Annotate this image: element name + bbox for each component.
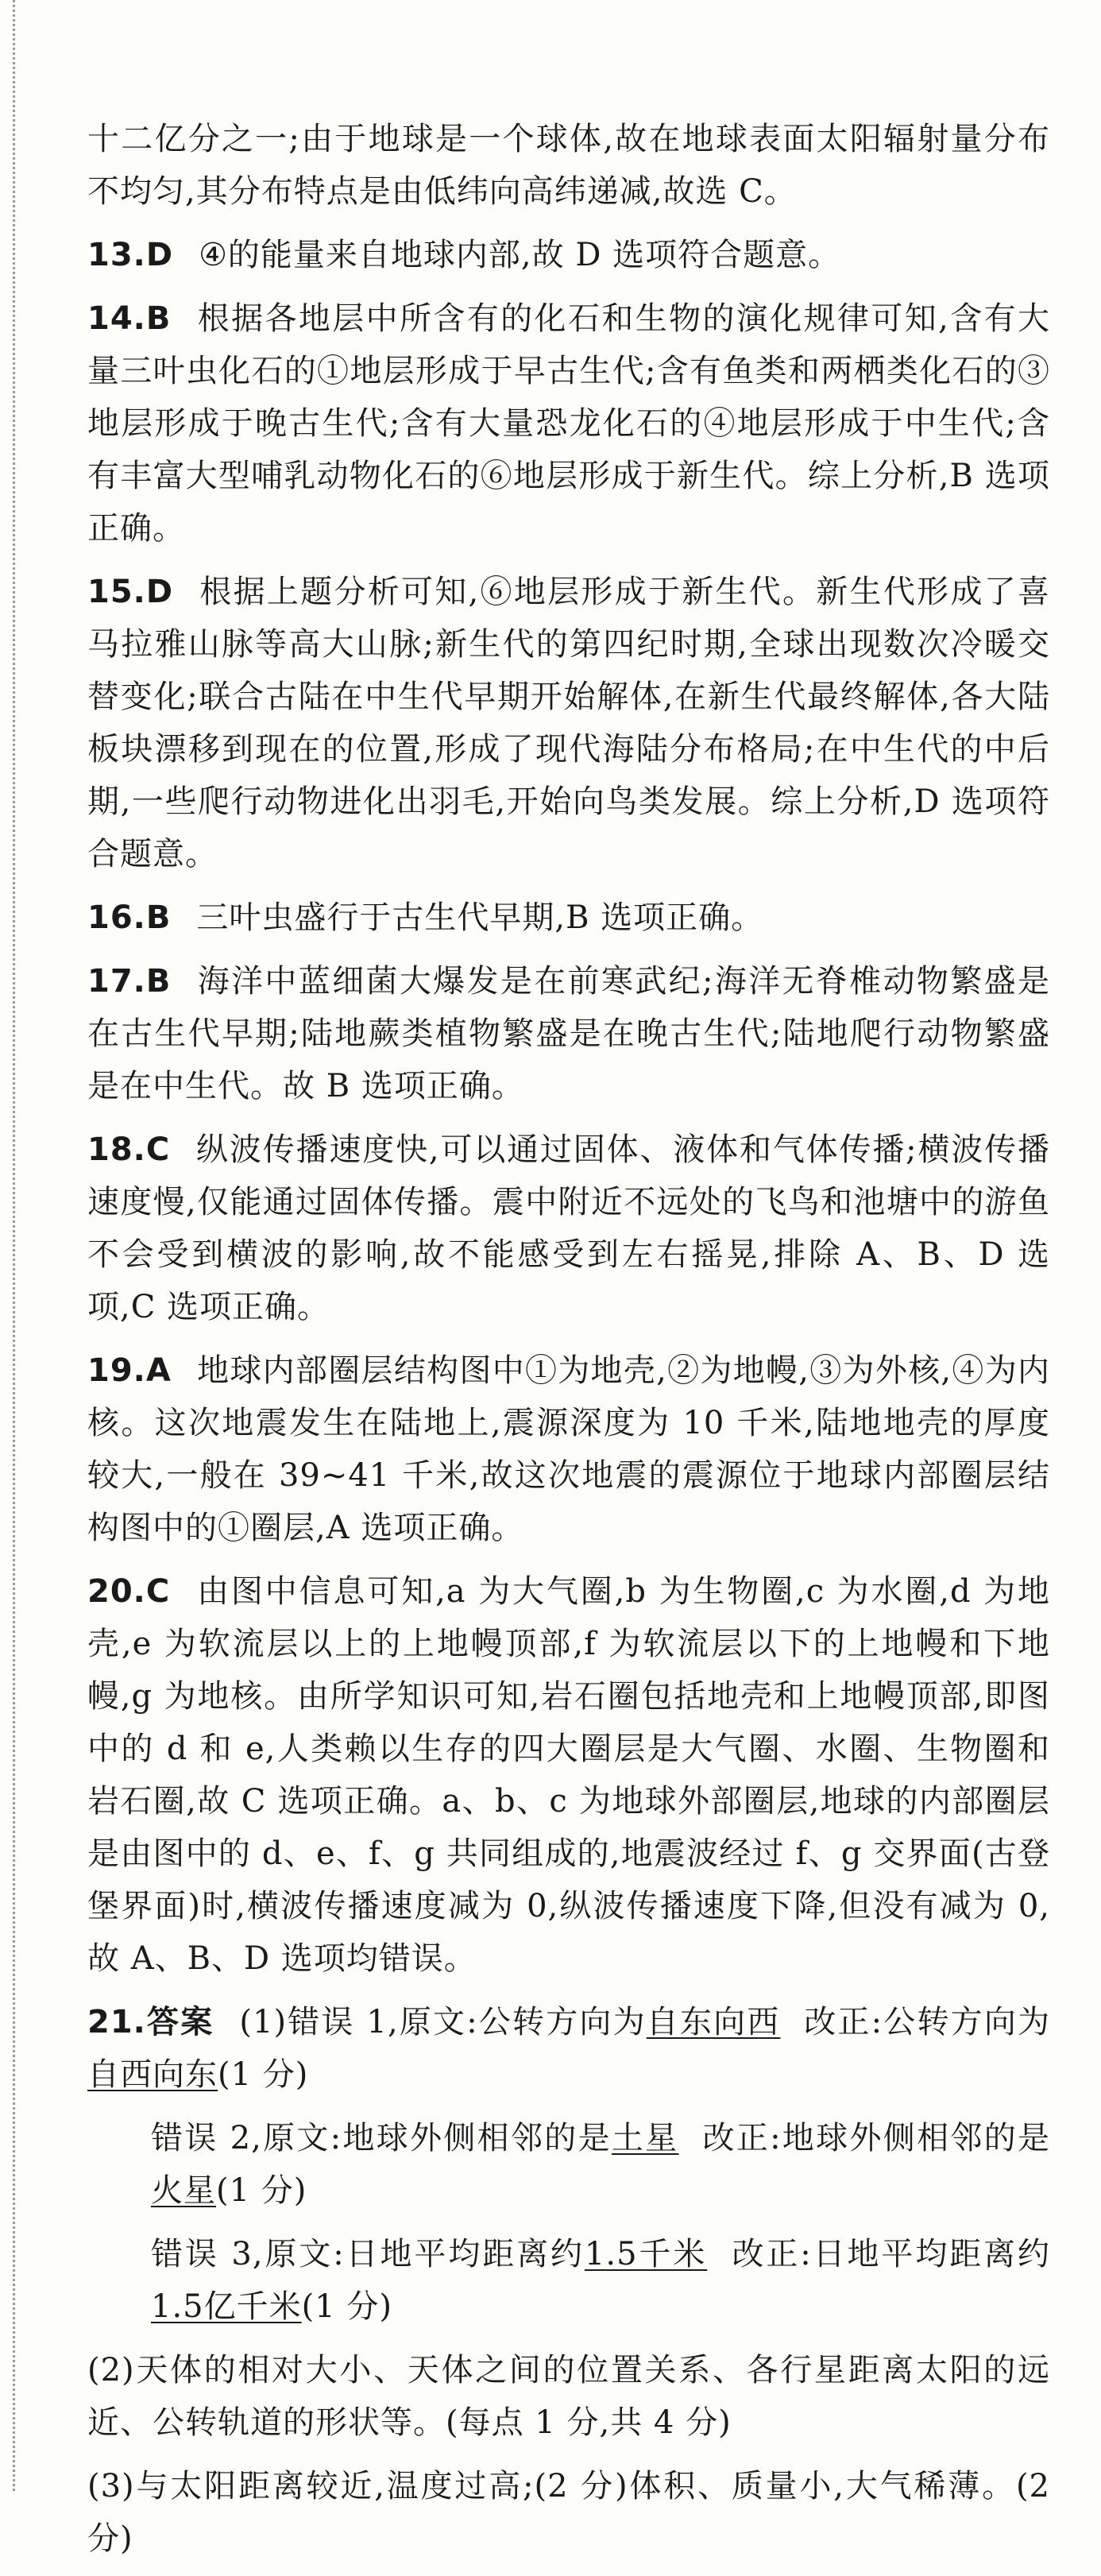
answer-number: 16.B [87,899,172,936]
answer-number: 18.C [87,1131,171,1168]
answer-14 [87,292,1050,555]
score-note: (1 分) [218,2056,309,2093]
answer-16 [87,892,1050,944]
answer-20 [87,1565,1050,1985]
answer-17 [87,955,1050,1112]
answer-13 [87,229,1050,281]
answer-21-error3 [87,2228,1050,2333]
answer-number: 21.答案 [87,2004,214,2040]
answer-page [87,113,1050,2576]
answer-number: 14.B [87,300,172,337]
score-note: (1 分) [216,2172,307,2209]
answer-number: 19.A [87,1352,172,1389]
answer-text: 错误 2,原文:地球外侧相邻的是 [151,2120,612,2156]
answer-text: 三叶虫盛行于古生代早期,B 选项正确。 [196,899,764,936]
answer-text: 根据各地层中所含有的化石和生物的演化规律可知,含有大量三叶虫化石的①地层形成于早古生代;含有鱼类和两栖类化石的③地层形成于晚古生代;含有大量恐龙化石的④地层形成于中生代;含有丰富大型哺乳动物化石的⑥地层形成于新生代。综上分析,B 选项正确。 [87,300,1050,547]
answer-number: 17.B [87,963,172,1000]
answer-text: 改正:地球外侧相邻的是 [678,2120,1051,2156]
answer-12-continuation [87,113,1050,218]
score-note: (1 分) [301,2288,392,2325]
answer-text: 根据上题分析可知,⑥地层形成于新生代。新生代形成了喜马拉雅山脉等高大山脉;新生代的第四纪时期,全球出现数次冷暖交替变化;联合古陆在中生代早期开始解体,在新生代最终解体,各大陆板块漂移到现在的位置,形成了现代海陆分布格局;在中生代的中后期,一些爬行动物进化出羽毛,开始向鸟类发展。综上分析,D 选项符合题意。 [87,574,1050,872]
answer-text: 十二亿分之一;由于地球是一个球体,故在地球表面太阳辐射量分布不均匀,其分布特点是由低纬向高纬递减,故选 C。 [87,121,1050,210]
answer-text: (3)与太阳距离较近,温度过高;(2 分)体积、质量小,大气稀薄。(2 分) [87,2468,1050,2557]
answer-text: (2)天体的相对大小、天体之间的位置关系、各行星距离太阳的远近、公转轨道的形状等。(每点 1 分,共 4 分) [87,2352,1050,2441]
answer-19 [87,1344,1050,1554]
answer-21-part2 [87,2344,1050,2449]
underlined-original-text: 土星 [611,2120,679,2156]
answer-text: 纵波传播速度快,可以通过固体、液体和气体传播;横波传播速度慢,仅能通过固体传播。震中附近不远处的飞鸟和池塘中的游鱼不会受到横波的影响,故不能感受到左右摇晃,排除 A、B、D 选项,C 选项正确。 [87,1131,1050,1325]
underlined-correction-text: 火星 [151,2172,216,2209]
answer-text: 地球内部圈层结构图中①为地壳,②为地幔,③为外核,④为内核。这次地震发生在陆地上,震源深度为 10 千米,陆地地壳的厚度较大,一般在 39~41 千米,故这次地震的震源位于地球内部圈层结构图中的①圈层,A 选项正确。 [87,1352,1050,1546]
underlined-correction-text: 自西向东 [87,2056,218,2093]
answer-text: ④的能量来自地球内部,故 D 选项符合题意。 [199,237,841,273]
answer-18 [87,1124,1050,1333]
answer-number: 13.D [87,237,174,273]
answer-21-part1-error1 [87,1996,1050,2101]
answer-text: 由图中信息可知,a 为大气圈,b 为生物圈,c 为水圈,d 为地壳,e 为软流层以上的上地幔顶部,f 为软流层以下的上地幔和下地幔,g 为地核。由所学知识可知,岩石圈包括地壳和上地幔顶部,即图中的 d 和 e,人类赖以生存的四大圈层是大气圈、水圈、生物圈和岩石圈,故 C 选项正确。a、b、c 为地球外部圈层,地球的内部圈层是由图中的 d、e、f、g 共同组成的,地震波经过 f、g 交界面(古登堡界面)时,横波传播速度减为 0,纵波传播速度下降,但没有减为 0,故 A、B、D 选项均错误。 [87,1573,1050,1977]
binding-margin-dotted-line [13,0,15,2491]
underlined-original-text: 自东向西 [646,2004,781,2040]
answer-number: 20.C [87,1573,171,1610]
answer-21-error2 [87,2112,1050,2217]
answer-text: (1)错误 1,原文:公转方向为 [239,2004,647,2040]
answer-text: 改正:日地平均距离约 [707,2236,1051,2272]
answer-text: 错误 3,原文:日地平均距离约 [151,2236,585,2272]
answer-text: 海洋中蓝细菌大爆发是在前寒武纪;海洋无脊椎动物繁盛是在古生代早期;陆地蕨类植物繁盛是在晚古生代;陆地爬行动物繁盛是在中生代。故 B 选项正确。 [87,963,1050,1104]
answer-15 [87,566,1050,880]
underlined-correction-text: 1.5亿千米 [151,2288,302,2325]
answer-21 [87,1996,1050,2565]
underlined-original-text: 1.5千米 [584,2236,708,2272]
answer-number: 15.D [87,574,174,610]
answer-text: 改正:公转方向为 [780,2004,1051,2040]
answer-21-part3 [87,2460,1050,2565]
